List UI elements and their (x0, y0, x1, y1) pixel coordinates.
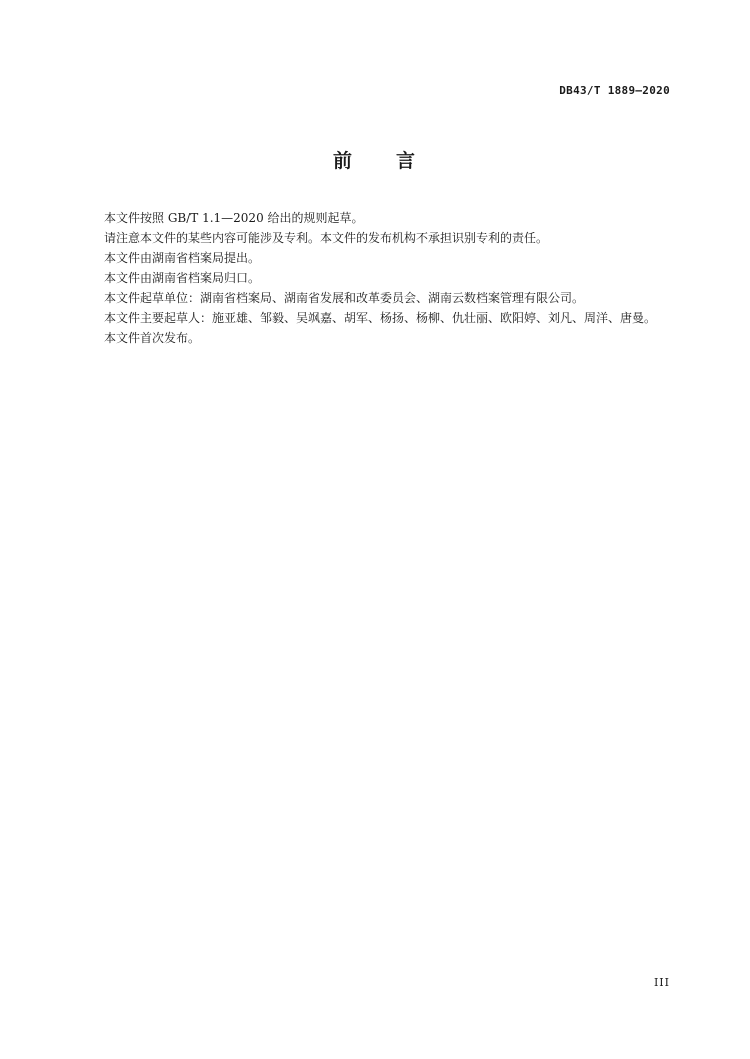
paragraph-centralized-by: 本文件由湖南省档案局归口。 (104, 271, 261, 285)
paragraph-drafting-rules: 本文件按照 GB/T 1.1—2020 给出的规则起草。 (104, 211, 364, 225)
paragraph-patent-notice: 请注意本文件的某些内容可能涉及专利。本文件的发布机构不承担识别专利的责任。 (104, 231, 549, 245)
paragraph-first-release: 本文件首次发布。 (104, 331, 201, 345)
paragraph-proposed-by: 本文件由湖南省档案局提出。 (104, 251, 261, 265)
page-number: III (653, 976, 670, 989)
standard-code: DB43/T 1889—2020 (559, 84, 670, 97)
page-title: 前 言 (332, 150, 417, 172)
paragraph-drafters: 本文件主要起草人：施亚雄、邹毅、吴飒嘉、胡军、杨扬、杨柳、仇壮丽、欧阳婷、刘凡、周洋、唐曼。 (104, 311, 657, 325)
paragraph-drafting-units: 本文件起草单位：湖南省档案局、湖南省发展和改革委员会、湖南云数档案管理有限公司。 (104, 291, 585, 305)
foreword-body (80, 208, 672, 348)
